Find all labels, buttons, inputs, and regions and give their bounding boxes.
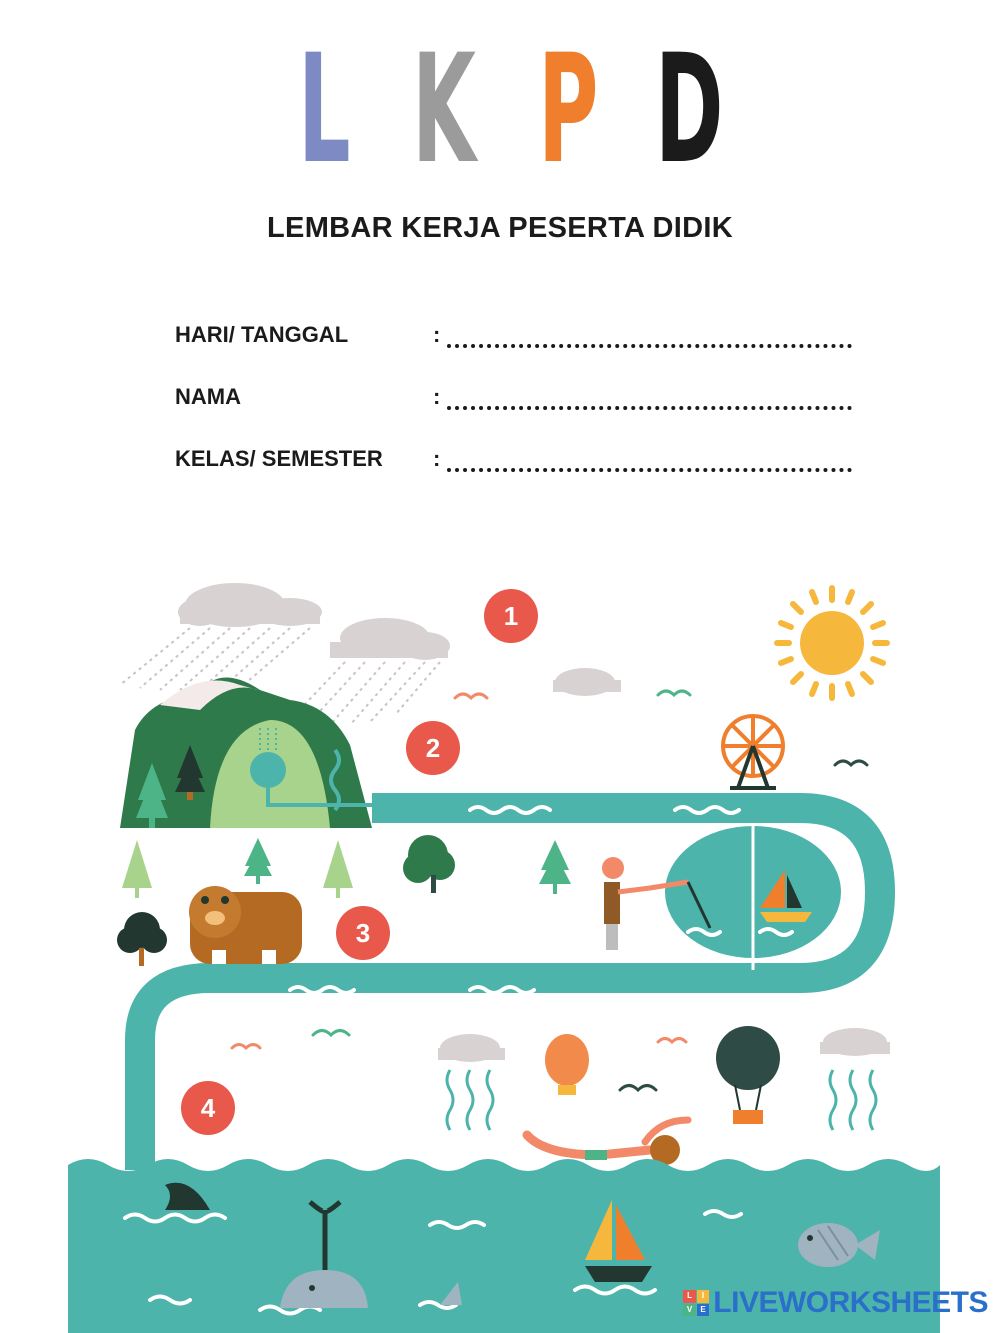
step-marker-1-label: 1	[503, 601, 519, 631]
hot-air-balloon-dark	[716, 1026, 780, 1124]
logo-square-v: V	[683, 1304, 696, 1317]
form-row-name	[175, 384, 865, 446]
liveworksheets-logo-icon	[683, 1290, 709, 1316]
watermark-text: LIVEWORKSHEETS	[713, 1286, 988, 1319]
swimmer-icon	[527, 1120, 688, 1165]
step-marker-4-label: 4	[200, 1093, 216, 1123]
form-row-date	[175, 322, 865, 384]
bird-icon	[232, 1045, 260, 1049]
colon: :	[433, 384, 441, 409]
step-marker-4	[181, 1081, 235, 1135]
page-subtitle: LEMBAR KERJA PESERTA DIDIK	[267, 212, 733, 244]
bird-icon	[658, 691, 690, 695]
colon: :	[433, 446, 441, 471]
step-marker-1	[484, 589, 538, 643]
form-row-class	[175, 446, 865, 508]
bear-icon	[189, 886, 302, 964]
logo-square-i: I	[697, 1290, 710, 1303]
name-field[interactable]	[447, 406, 852, 410]
date-label: HARI/ TANGGAL	[175, 322, 349, 347]
bird-icon	[620, 1086, 656, 1091]
step-marker-2	[406, 721, 460, 775]
liveworksheets-watermark	[683, 1283, 988, 1323]
bird-icon	[455, 694, 487, 698]
mountain-forest	[120, 678, 372, 829]
sun-icon	[777, 588, 887, 698]
vapor-cloud-left	[438, 1034, 505, 1130]
step-marker-3-label: 3	[355, 918, 371, 948]
water-cycle-illustration	[0, 570, 1000, 1333]
class-semester-field[interactable]	[447, 468, 852, 472]
vapor-cloud-right	[820, 1028, 890, 1130]
bird-icon	[313, 1031, 349, 1036]
hot-air-balloon-orange	[545, 1034, 589, 1095]
name-label: NAMA	[175, 384, 241, 409]
logo-letter-k: K	[412, 23, 476, 197]
bird-icon	[835, 761, 867, 765]
colon: :	[433, 322, 441, 347]
logo-letter-p: P	[538, 23, 599, 197]
date-field[interactable]	[447, 344, 852, 348]
logo-letter-l: L	[298, 23, 351, 197]
bird-icon	[658, 1039, 686, 1043]
lkpd-logo	[0, 23, 1000, 197]
logo-square-l: L	[683, 1290, 696, 1303]
step-marker-2-label: 2	[425, 733, 441, 763]
student-info-form	[175, 322, 865, 508]
ferris-wheel-icon	[723, 716, 783, 788]
class-semester-label: KELAS/ SEMESTER	[175, 446, 383, 471]
small-cloud	[553, 668, 621, 696]
step-marker-3	[336, 906, 390, 960]
logo-letter-d: D	[655, 23, 724, 197]
rain-cloud-left	[120, 583, 322, 690]
logo-square-e: E	[697, 1304, 710, 1317]
